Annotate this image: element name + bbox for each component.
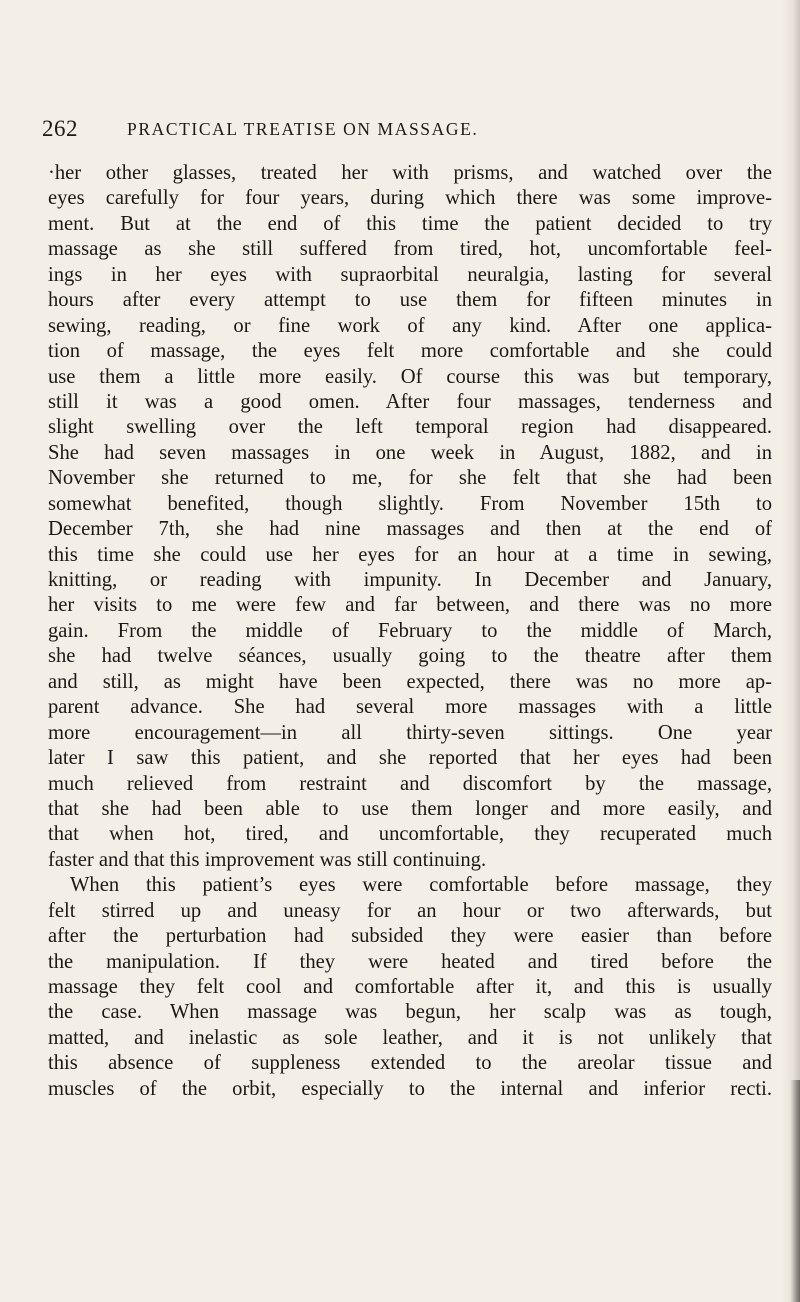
text-line: and still, as might have been expected, there was no more ap- xyxy=(48,670,772,693)
text-line: hours after every attempt to use them for fifteen minutes in xyxy=(48,289,772,312)
text-line: massage they felt cool and comfortable after it, and this is usually xyxy=(48,976,772,998)
text-line: ·her other glasses, treated her with prisms, and watched over the xyxy=(48,162,772,184)
text-line: faster and that this improvement was still continuing. xyxy=(48,848,487,871)
text-line: parent advance. She had several more massages with a little xyxy=(48,696,772,719)
text-line: ment. But at the end of this time the patient decided to try xyxy=(48,212,772,235)
text-line: ings in her eyes with supraorbital neuralgia, lasting for several xyxy=(48,263,772,286)
text-line: more encouragement—in all thirty-seven sittings. One year xyxy=(48,721,772,744)
text-line: this time she could use her eyes for an hour at a time in sewing, xyxy=(48,543,772,566)
body-text xyxy=(48,161,772,1102)
text-line: the case. When massage was begun, her scalp was as tough, xyxy=(48,1001,772,1024)
text-line: December 7th, she had nine massages and then at the end of xyxy=(48,518,772,541)
text-line: later I saw this patient, and she reported that her eyes had been xyxy=(48,747,772,770)
text-line: use them a little more easily. Of course this was but temporary, xyxy=(48,365,772,388)
text-line: tion of massage, the eyes felt more comfortable and she could xyxy=(48,340,772,363)
text-line: When this patient’s eyes were comfortable before massage, they xyxy=(70,874,772,897)
text-line: muscles of the orbit, especially to the internal and inferior recti. xyxy=(48,1077,772,1100)
text-line: that she had been able to use them longer and more easily, and xyxy=(48,797,772,820)
page-edge-dark-strip xyxy=(790,1080,800,1302)
running-head: PRACTICAL TREATISE ON MASSAGE. xyxy=(127,119,479,139)
text-line: eyes carefully for four years, during which there was some improve- xyxy=(48,187,772,210)
text-line: her visits to me were few and far between, and there was no more xyxy=(48,594,772,617)
text-line: sewing, reading, or fine work of any kind. After one applica- xyxy=(48,314,772,337)
text-line: knitting, or reading with impunity. In December and January, xyxy=(48,569,772,591)
text-line: felt stirred up and uneasy for an hour or two afterwards, but xyxy=(48,899,772,922)
page-header xyxy=(42,116,772,146)
text-line: matted, and inelastic as sole leather, and it is not unlikely that xyxy=(48,1026,772,1049)
text-line: after the perturbation had subsided they were easier than before xyxy=(48,925,772,948)
page-number: 262 xyxy=(42,116,78,141)
text-line: slight swelling over the left temporal region had disappeared. xyxy=(48,416,772,439)
text-line: somewhat benefited, though slightly. From November 15th to xyxy=(48,492,772,515)
text-line: much relieved from restraint and discomfort by the massage, xyxy=(48,772,772,795)
text-line: gain. From the middle of February to the middle of March, xyxy=(48,619,772,642)
text-line: still it was a good omen. After four massages, tenderness and xyxy=(48,390,772,413)
text-line: this absence of suppleness extended to the areolar tissue and xyxy=(48,1052,772,1075)
text-line: massage as she still suffered from tired, hot, uncomfortable feel- xyxy=(48,238,772,261)
text-line: the manipulation. If they were heated and tired before the xyxy=(48,950,772,973)
text-line: that when hot, tired, and uncomfortable, they recuperated much xyxy=(48,823,772,846)
text-line: November she returned to me, for she felt that she had been xyxy=(48,467,772,490)
text-line: she had twelve séances, usually going to the theatre after them xyxy=(48,645,772,668)
text-line: She had seven massages in one week in August, 1882, and in xyxy=(48,441,772,464)
